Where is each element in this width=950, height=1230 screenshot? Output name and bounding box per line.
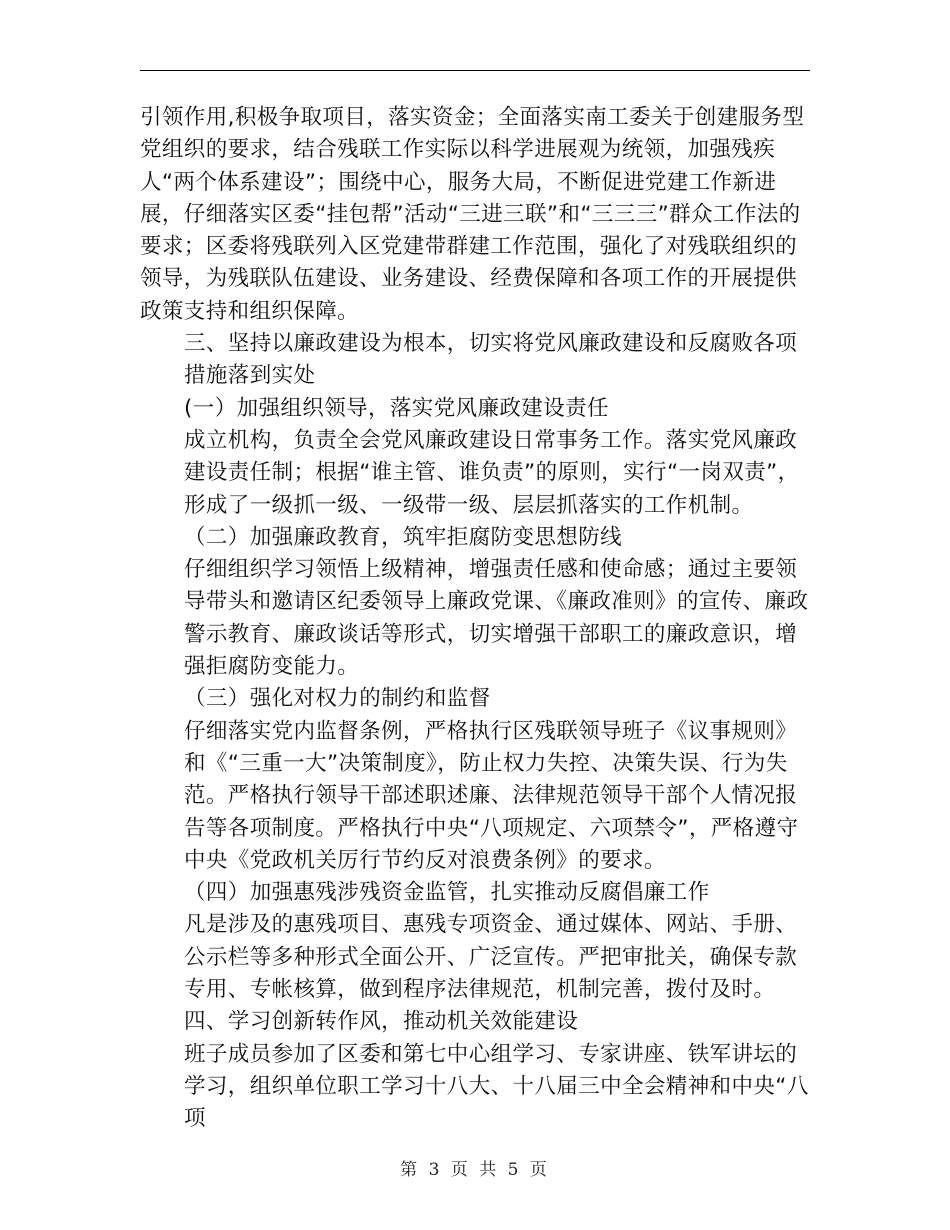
subsection-heading: （二）加强廉政教育，筑牢拒腐防变思想防线	[184, 524, 623, 550]
paragraph: 班子成员参加了区委和第七中心组学习、专家讲座、铁军讲坛的学习，组织单位职工学习十八大、十八届三中全会精神和中央“八项	[184, 1041, 809, 1132]
section-heading: 三、坚持以廉政建设为根本，切实将党风廉政建设和反腐败各项措施落到实处	[184, 331, 798, 389]
subsection-heading: (一）加强组织领导，落实党风廉政建设责任	[184, 395, 609, 421]
section-heading: 四、学习创新转作风，推动机关效能建设	[184, 1009, 579, 1035]
subsection-heading: （三）强化对权力的制约和监督	[184, 686, 491, 712]
page-number-footer: 第 3 页 共 5 页	[400, 1160, 550, 1180]
paragraph: 仔细落实党内监督条例，严格执行区残联领导班子《议事规则》和《“三重一大”决策制度》，防止权力失控、决策失误、行为失范。严格执行领导干部述职述廉、法律规范领导干部个人情况报告等各项制度。严格执行中央“八项规定、六项禁令”，严格遵守中央《党政机关厉行节约反对浪费条例》的要求。	[184, 718, 799, 873]
subsection-heading: （四）加强惠残涉残资金监管，扎实推动反腐倡廉工作	[184, 880, 710, 906]
paragraph: 成立机构，负责全会党风廉政建设日常事务工作。落实党风廉政建设责任制；根据“谁主管、谁负责”的原则，实行“一岗双责”，形成了一级抓一级、一级带一级、层层抓落实的工作机制。	[184, 427, 800, 518]
paragraph: 凡是涉及的惠残项目、惠残专项资金、通过媒体、网站、手册、公示栏等多种形式全面公开、广泛宣传。严把审批关，确保专款专用、专帐核算，做到程序法律规范，机制完善，拨付及时。	[184, 912, 798, 1003]
paragraph: 引领作用,积极争取项目，落实资金；全面落实南工委关于创建服务型党组织的要求，结合残联工作实际以科学进展观为统领，加强残疾人“两个体系建设”；围绕中心，服务大局，不断促进党建工作新进展，仔细落实区委“挂包帮”活动“三进三联”和“三三三”群众工作法的要求；区委将残联列入区党建带群建工作范围，强化了对残联组织的领导，为残联队伍建设、业务建设、经费保障和各项工作的开展提供政策支持和组织保障。	[140, 105, 805, 324]
document-body	[140, 102, 812, 1136]
header-rule	[140, 70, 810, 71]
paragraph: 仔细组织学习领悟上级精神，增强责任感和使命感；通过主要领导带头和邀请区纪委领导上廉政党课、《廉政准则》的宣传、廉政警示教育、廉政谈话等形式，切实增强干部职工的廉政意识，增强拒腐防变能力。	[184, 557, 809, 680]
